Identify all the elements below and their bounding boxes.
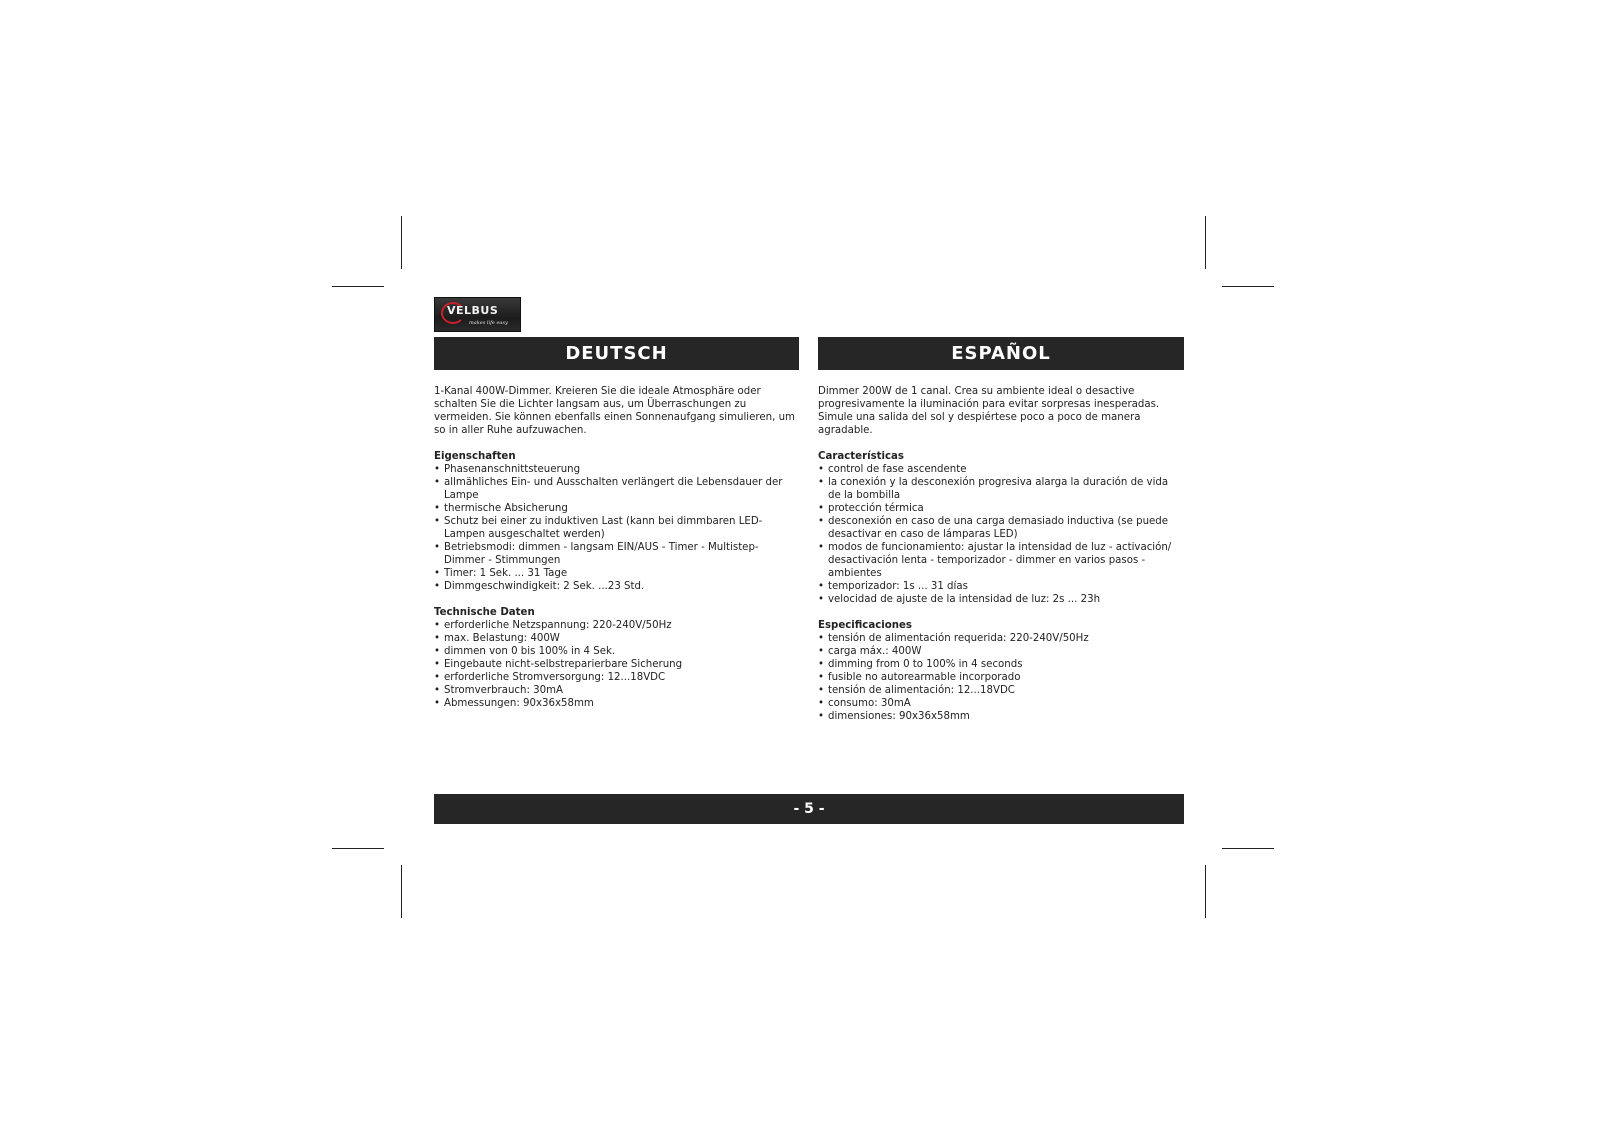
list-item: • dimmen von 0 bis 100% in 4 Sek. [434,645,799,658]
crop-mark [1205,216,1206,269]
header-espanol [818,337,1184,370]
footer-bar [434,794,1184,824]
crop-mark [401,865,402,918]
crop-mark [1205,865,1206,918]
specs-list [818,632,1184,723]
crop-mark [332,848,384,849]
list-item: • Abmessungen: 90x36x58mm [434,697,799,710]
list-item: • la conexión y la desconexión progresiva alarga la duración de vida de la bombilla [818,476,1184,502]
list-item: • control de fase ascendente [818,463,1184,476]
column-deutsch [434,385,799,723]
header-deutsch [434,337,799,370]
list-item: • tensión de alimentación requerida: 220-240V/50Hz [818,632,1184,645]
features-list [434,463,799,593]
specs-title: Especificaciones [818,620,912,631]
specs-list [434,619,799,710]
intro-text: Dimmer 200W de 1 canal. Crea su ambiente ideal o desactive progresivamente la iluminación para evitar sorpresas inesperadas. Simule una salida del sol y despiértese poco a poco de manera agradable. [818,386,1160,436]
features-title: Eigenschaften [434,451,516,462]
features-list [818,463,1184,606]
logo-tagline: makes life easy [469,320,508,326]
crop-mark [332,286,384,287]
list-item: • temporizador: 1s ... 31 días [818,580,1184,593]
list-item: • Phasenanschnittsteuerung [434,463,799,476]
list-item: • dimming from 0 to 100% in 4 seconds [818,658,1184,671]
specs-title: Technische Daten [434,607,535,618]
list-item: • desconexión en caso de una carga demasiado inductiva (se puede desactivar en caso de lámparas LED) [818,515,1184,541]
list-item: • erforderliche Stromversorgung: 12...18VDC [434,671,799,684]
column-espanol [818,385,1184,736]
list-item: • consumo: 30mA [818,697,1184,710]
list-item: • tensión de alimentación: 12...18VDC [818,684,1184,697]
page-number: - 5 - [793,801,825,817]
list-item: • max. Belastung: 400W [434,632,799,645]
list-item: • Stromverbrauch: 30mA [434,684,799,697]
list-item: • fusible no autorearmable incorporado [818,671,1184,684]
list-item: • Betriebsmodi: dimmen - langsam EIN/AUS - Timer - Multistep-Dimmer - Stimmungen [434,541,799,567]
list-item: • modos de funcionamiento: ajustar la intensidad de luz - activación/ desactivación lenta - temporizador - dimmer en varios pasos - ambientes [818,541,1184,580]
list-item: • Dimmgeschwindigkeit: 2 Sek. ...23 Std. [434,580,799,593]
list-item: • dimensiones: 90x36x58mm [818,710,1184,723]
list-item: • thermische Absicherung [434,502,799,515]
list-item: • protección térmica [818,502,1184,515]
crop-mark [401,216,402,269]
features-title: Características [818,451,904,462]
list-item: • Eingebaute nicht-selbstreparierbare Sicherung [434,658,799,671]
logo-wordmark: VELBUS [447,304,499,317]
list-item: • Timer: 1 Sek. ... 31 Tage [434,567,799,580]
header-espanol-label: ESPAÑOL [951,343,1051,364]
intro-text: 1-Kanal 400W-Dimmer. Kreieren Sie die ideale Atmosphäre oder schalten Sie die Lichter langsam aus, um Überraschungen zu vermeiden. Sie können ebenfalls einen Sonnenaufgang simulieren, um so in aller Ruhe aufzuwachen. [434,386,795,436]
crop-mark [1222,848,1274,849]
velbus-logo [434,297,521,332]
list-item: • carga máx.: 400W [818,645,1184,658]
list-item: • allmähliches Ein- und Ausschalten verlängert die Lebensdauer der Lampe [434,476,799,502]
list-item: • Schutz bei einer zu induktiven Last (kann bei dimmbaren LED-Lampen ausgeschaltet werden) [434,515,799,541]
crop-mark [1222,286,1274,287]
list-item: • velocidad de ajuste de la intensidad de luz: 2s ... 23h [818,593,1184,606]
header-deutsch-label: DEUTSCH [565,343,668,364]
list-item: • erforderliche Netzspannung: 220-240V/50Hz [434,619,799,632]
